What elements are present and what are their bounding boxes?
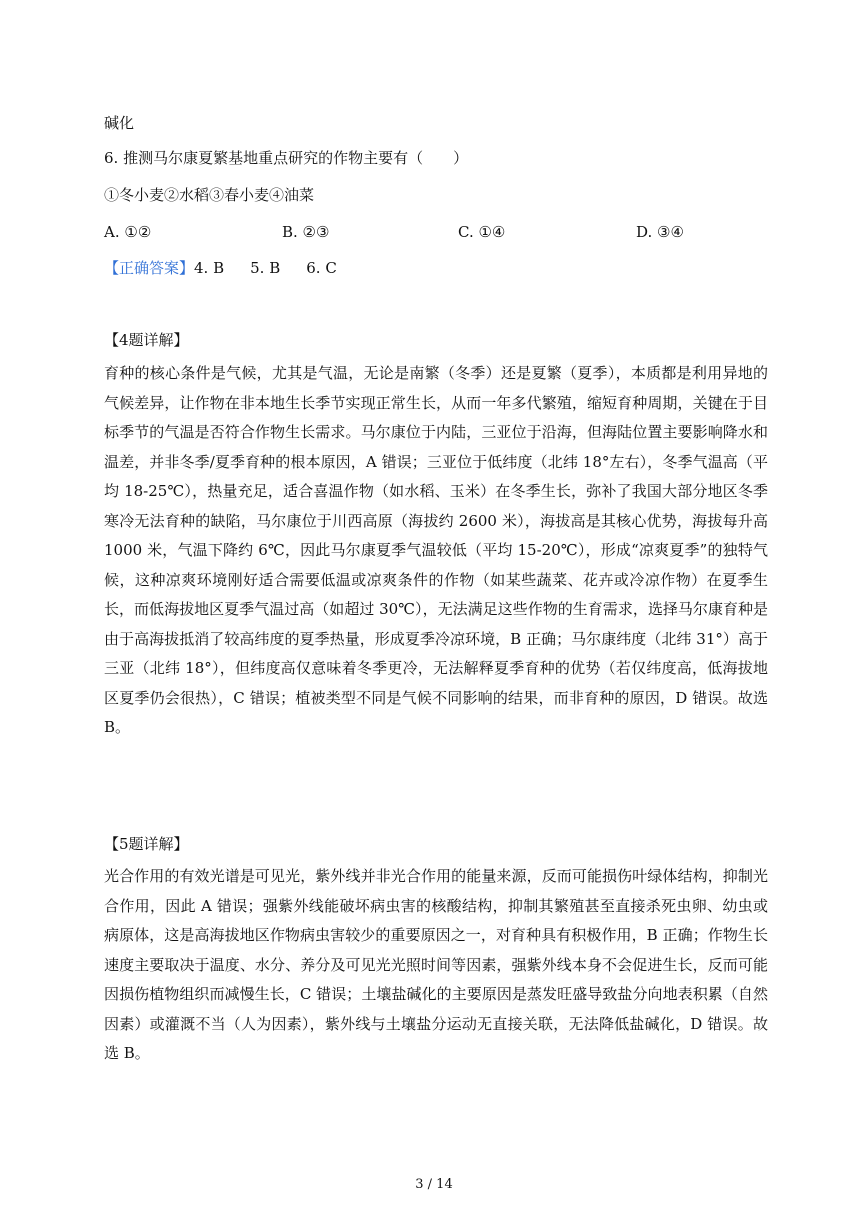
answer-item: 5. B [250, 259, 281, 277]
explain-4-body: 育种的核心条件是气候，尤其是气温，无论是南繁（冬季）还是夏繁（夏季），本质都是利用异地的气候差异，让作物在非本地生长季节实现正常生长，从而一年多代繁殖，缩短育种周期，关键在于目标季节的气温是否符合作物生长需求。马尔康位于内陆，三亚位于沿海，但海陆位置主要影响降水和温差，并非冬季/夏季育种的根本原因，A 错误；三亚位于低纬度（北纬 18°左右），冬季气温高（平均 18-25℃），热量充足，适合喜温作物（如水稻、玉米）在冬季生长，弥补了我国大部分地区冬季寒冷无法育种的缺陷，马尔康位于川西高原（海拔约 2600 米），海拔高是其核心优势，海拔每升高 1000 米，气温下降约 6℃，因此马尔康夏季气温较低（平均 15-20℃），形成“凉爽夏季”的独特气候，这种凉爽环境刚好适合需要低温或凉爽条件的作物（如某些蔬菜、花卉或冷凉作物）在夏季生长，而低海拔地区夏季气温过高（如超过 30℃），无法满足这些作物的生育需求，选择马尔康育种是由于高海拔抵消了较高纬度的夏季热量，形成夏季冷凉环境，B 正确；马尔康纬度（北纬 31°）高于三亚（北纬 18°），但纬度高仅意味着冬季更冷，无法解释夏季育种的优势（若仅纬度高，低海拔地区夏季仍会很热），C 错误；植被类型不同是气候不同影响的结果，而非育种的原因，D 错误。故选 B。 [104, 364, 768, 736]
fragment-line: 碱化 [104, 114, 135, 132]
option-a: A. ①② [104, 223, 152, 241]
option-b: B. ②③ [282, 223, 330, 241]
explain-4-heading: 【4题详解】 [104, 331, 189, 349]
explain-5-heading: 【5题详解】 [104, 835, 189, 853]
question-6-items: ①冬小麦②水稻③春小麦④油菜 [104, 186, 315, 204]
answer-item: 4. B [194, 259, 225, 277]
answer-tag: 【正确答案】 [104, 259, 195, 277]
answer-line [104, 258, 363, 278]
answer-item: 6. C [306, 259, 337, 277]
option-c: C. ①④ [458, 223, 506, 241]
page-number: 3 / 14 [415, 1177, 453, 1192]
question-6-stem: 6. 推测马尔康夏繁基地重点研究的作物主要有（ ） [104, 149, 469, 167]
explain-5-body: 光合作用的有效光谱是可见光，紫外线并非光合作用的能量来源，反而可能损伤叶绿体结构，抑制光合作用，因此 A 错误；强紫外线能破坏病虫害的核酸结构，抑制其繁殖甚至直接杀死虫卵、幼虫或病原体，这是高海拔地区作物病虫害较少的重要原因之一，对育种具有积极作用，B 正确；作物生长速度主要取决于温度、水分、养分及可见光光照时间等因素，强紫外线本身不会促进生长，反而可能因损伤植物组织而减慢生长，C 错误；土壤盐碱化的主要原因是蒸发旺盛导致盐分向地表积累（自然因素）或灌溉不当（人为因素），紫外线与土壤盐分运动无直接关联，无法降低盐碱化，D 错误。故选 B。 [104, 867, 768, 1062]
option-d: D. ③④ [636, 223, 684, 241]
